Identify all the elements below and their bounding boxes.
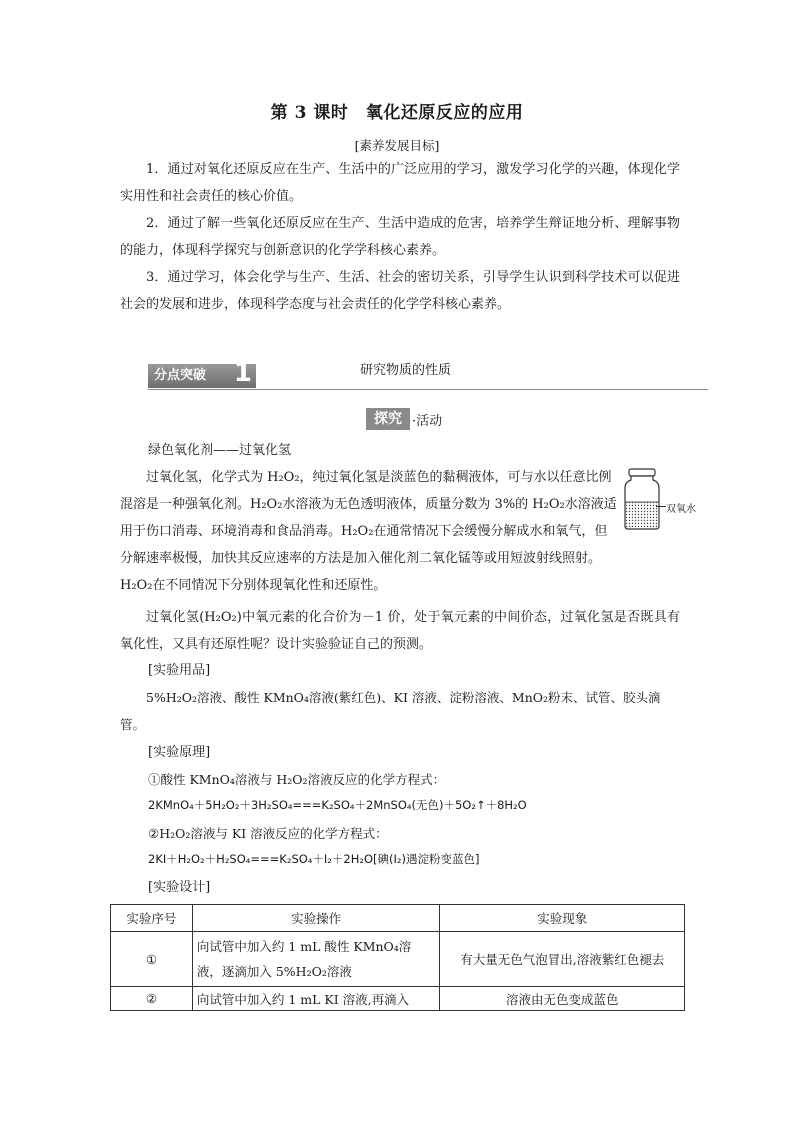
principle-item-1: ①酸性 KMnO₄溶液与 H₂O₂溶液反应的化学方程式：	[148, 772, 446, 787]
activity-topic: 绿色氧化剂——过氧化氢	[148, 443, 292, 458]
table-row	[111, 987, 685, 1011]
bottle-label-leader	[656, 506, 666, 507]
table-cell-operation: 向试管中加入约 1 mL KI 溶液,再滴入	[192, 987, 440, 1011]
table-header-row	[111, 905, 685, 932]
design-heading: [实验设计]	[148, 880, 211, 895]
column-header: 实验现象	[440, 905, 685, 932]
goal-1: 1．通过对氧化还原反应在生产、生活中的广泛应用的学习，激发学习化学的兴趣，体现化学实用性和社会责任的核心价值。	[120, 162, 680, 204]
bottle-icon	[622, 468, 662, 530]
section-banner-number: 1	[233, 358, 252, 388]
section-banner-label: 分点突破	[154, 368, 207, 383]
section-title: 研究物质的性质	[360, 363, 452, 378]
equation-2: 2KI＋H₂O₂＋H₂SO₄===K₂SO₄＋I₂＋2H₂O[碘(I₂)遇淀粉变蓝色]	[148, 852, 480, 866]
materials-heading: [实验用品]	[148, 663, 211, 678]
column-header: 实验操作	[192, 905, 440, 932]
principle-heading: [实验原理]	[148, 745, 211, 760]
experiment-table	[110, 904, 685, 1011]
bottle-label: 双氧水	[666, 504, 696, 515]
table-cell-index: ①	[111, 932, 193, 987]
materials-text: 5%H₂O₂溶液、酸性 KMnO₄溶液(紫红色)、KI 溶液、淀粉溶液、MnO₂粉末、试管、胶头滴管。	[120, 690, 661, 732]
goal-2: 2．通过了解一些氧化还原反应在生产、生活中造成的危害，培养学生辩证地分析、理解事物的能力，体现科学探究与创新意识的化学学科核心素养。	[120, 216, 680, 258]
section-divider	[148, 389, 708, 390]
table-cell-phenomenon: 溶液由无色变成蓝色	[440, 987, 685, 1011]
section-banner	[148, 358, 256, 388]
goals-heading: [素养发展目标]	[354, 138, 440, 153]
page-title: 第 3 课时 氧化还原反应的应用	[270, 103, 524, 123]
table-row	[111, 932, 685, 987]
activity-badge-suffix: ·活动	[412, 414, 443, 429]
table-cell-phenomenon: 有大量无色气泡冒出,溶液紫红色褪去	[440, 932, 685, 987]
activity-intro: 过氧化氢，化学式为 H₂O₂，纯过氧化氢是淡蓝色的黏稠液体，可与水以任意比例混溶是一种强氧化剂。H₂O₂水溶液为无色透明液体，质量分数为 3%的 H₂O₂水溶液适用于伤口消毒、环境消毒和食品消毒。H₂O₂在通常情况下会缓慢分解成水和氧气，但分解速率极慢，加快其反应速率的方法是加入催化剂二氧化锰等或用短波射线照射。H₂O₂在不同情况下分别体现氧化性和还原性。	[120, 470, 617, 593]
goal-3: 3．通过学习，体会化学与生产、生活、社会的密切关系，引导学生认识到科学技术可以促进社会的发展和进步，体现科学态度与社会责任的化学学科核心素养。	[120, 270, 680, 312]
equation-1: 2KMnO₄＋5H₂O₂＋3H₂SO₄===K₂SO₄＋2MnSO₄(无色)＋5O₂↑＋8H₂O	[148, 798, 527, 812]
bottle-illustration	[622, 468, 662, 534]
activity-question: 过氧化氢(H₂O₂)中氧元素的化合价为－1 价，处于氧元素的中间价态，过氧化氢是否既具有氧化性，又具有还原性呢？设计实验验证自己的预测。	[120, 610, 680, 652]
principle-item-2: ②H₂O₂溶液与 KI 溶液反应的化学方程式：	[148, 826, 388, 841]
activity-badge: 探究	[366, 408, 410, 430]
table-cell-index: ②	[111, 987, 193, 1011]
column-header: 实验序号	[111, 905, 193, 932]
table-cell-operation: 向试管中加入约 1 mL 酸性 KMnO₄溶液，逐滴加入 5%H₂O₂溶液	[192, 932, 440, 987]
